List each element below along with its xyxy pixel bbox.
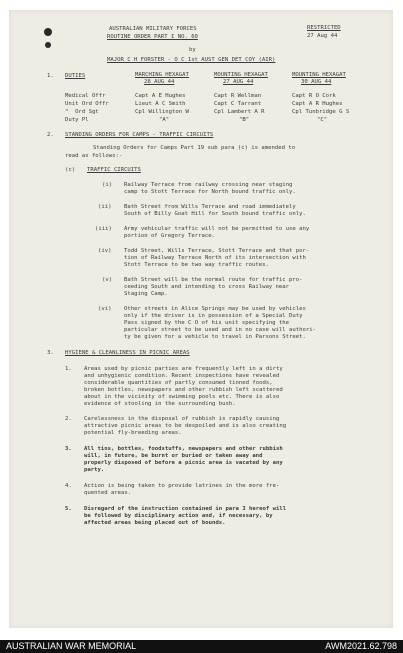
item-number: (i) (102, 182, 113, 188)
item-number: 4. (65, 483, 72, 489)
duty-cell: "A" (159, 117, 170, 123)
item-line: Areas used by picnic parties are frequently left in a dirty (84, 366, 283, 372)
duty-column-date: 28 AUG 44 (144, 79, 175, 85)
sub-para-marker: (c) (65, 167, 76, 173)
paragraph-line: read as follows:- (65, 153, 123, 159)
item-line: Carelessness in the disposal of rubbish is rapidly causing (84, 416, 280, 422)
item-line: Pass signed by the C O of his unit specifying the (124, 320, 290, 326)
item-line: Disregard of the instruction contained in para 3 hereof will (84, 506, 287, 512)
section-number: 2. (47, 132, 54, 138)
order-date: 27 Aug 44 (307, 33, 338, 39)
item-line: Bath Street will be the normal route for traffic pro- (124, 277, 303, 283)
item-line: Army vehicular traffic will not be permitted to use any (124, 226, 310, 232)
item-line: Action is being taken to provide latrines in the more fre- (84, 483, 280, 489)
item-number: (iii) (95, 226, 112, 232)
archive-footer (0, 640, 403, 653)
item-line: South of Billy Goat Hill for South bound traffic only. (124, 211, 306, 217)
item-line: party. (84, 467, 105, 473)
issuer: MAJOR C H FORSTER - O C 1st AUST GEN DET COY (AIR) (107, 57, 276, 63)
duty-cell: Capt C Tarrant (214, 101, 262, 107)
duty-cell: Capt A R Hughes (292, 101, 343, 107)
duty-cell: Cpl Willington W (135, 109, 189, 115)
item-line: only if the driver is in possession of a Special Duty (124, 313, 303, 319)
item-line: particular street to be used and in no case will authori- (124, 327, 316, 333)
item-line: Railway Terrace from railway crossing near staging (124, 182, 293, 188)
item-line: All tins, bottles, foodstuffs, newspapers and other rubbish (84, 446, 283, 452)
item-line: Other streets in Alice Springs may be used by vehicles (124, 306, 306, 312)
duty-column-date: 30 AUG 44 (301, 79, 332, 85)
section-heading: DUTIES (65, 73, 86, 79)
document-page (9, 10, 393, 628)
item-line: properly disposed of before a picnic area is vacated by any (84, 460, 283, 466)
duty-cell: "B" (239, 117, 250, 123)
duty-cell: "C" (317, 117, 328, 123)
item-number: (iv) (98, 248, 112, 254)
section-number: 1. (47, 73, 54, 79)
duty-cell: Capt R O Cork (292, 93, 336, 99)
item-line: tion of Railway Terrace North of its intersection with (124, 255, 306, 261)
item-line: evidence of stooling in the surrounding bush. (84, 401, 236, 407)
paragraph-line: Standing Orders for Camps Part 19 sub para (c) is amended to (93, 145, 296, 151)
item-line: about in the vicinity of swimming pools etc. There is also (84, 394, 280, 400)
item-line: Bath Street from Wills Terrace and road immediately (124, 204, 296, 210)
order-number: ROUTINE ORDER PART I NO. 60 (107, 34, 198, 40)
item-number: 2. (65, 416, 72, 422)
item-line: broken bottles, newspapers and other rubbish left scattered (84, 387, 283, 393)
duty-column-header: MOUNTING HEXAGAT (214, 72, 268, 78)
section-heading: HYGIENE & CLEANLINESS IN PICNIC AREAS (65, 350, 190, 356)
item-line: Staging Camp. (124, 291, 168, 297)
duty-role: Unit Ord Offr (65, 101, 109, 107)
item-line: Todd Street, Wills Terrace, Stott Terrace and that por- (124, 248, 310, 254)
item-line: quented areas. (84, 490, 132, 496)
item-line: affected areas being placed out of bounds. (84, 520, 226, 526)
by-label: by (189, 47, 196, 53)
document-title: AUSTRALIAN MILITARY FORCES (109, 26, 197, 32)
item-line: attractive picnic areas to be despoiled and is also creating (84, 423, 287, 429)
duty-role: " Ord Sgt (65, 109, 99, 115)
classification: RESTRICTED (307, 25, 341, 31)
section-number: 3. (47, 350, 54, 356)
punch-hole (44, 28, 52, 36)
duty-cell: Cpl Tunbridge G S (292, 109, 350, 115)
item-line: camp to Stott Terrace for North bound traffic only. (124, 189, 296, 195)
item-number: (v) (102, 277, 113, 283)
item-line: portion of Gregory Terrace. (124, 233, 215, 239)
item-line: will, in future, be burnt or buried or taken away and (84, 453, 263, 459)
duty-column-header: MARCHING HEXAGAT (135, 72, 189, 78)
sub-para-heading: TRAFFIC CIRCUITS (87, 167, 141, 173)
duty-column-date: 27 AUG 44 (223, 79, 254, 85)
item-line: be followed by disciplinary action and, if necessary, by (84, 513, 273, 519)
duty-cell: Cpl Lambert A R (214, 109, 265, 115)
item-number: 1. (65, 366, 72, 372)
duty-cell: Lieut A C Smith (135, 101, 186, 107)
item-line: Stott Terrace to be two way traffic routes. (124, 262, 269, 268)
duty-role: Medical Offr (65, 93, 106, 99)
item-line: ceeding South and intending to cross Railway near (124, 284, 290, 290)
item-number: 5. (65, 506, 72, 512)
item-number: (ii) (98, 204, 112, 210)
item-line: potential fly-breeding areas. (84, 430, 182, 436)
section-heading: STANDING ORDERS FOR CAMPS - TRAFFIC CIRCUITS (65, 132, 214, 138)
punch-hole (45, 42, 51, 48)
duty-column-header: MOUNTING HEXAGAT (292, 72, 346, 78)
item-line: and unhygienic condition. Recent inspections have revealed (84, 373, 280, 379)
item-line: considerable quantities of partly consumed tinned foods, (84, 380, 273, 386)
duty-role: Duty Pl (65, 117, 89, 123)
item-number: (vi) (98, 306, 112, 312)
duty-cell: Capt R Wellman (214, 93, 262, 99)
footer-institution: AUSTRALIAN WAR MEMORIAL (6, 641, 137, 651)
item-number: 3. (65, 446, 72, 452)
item-line: ty be given for a vehicle to travel in Parsons Street. (124, 334, 306, 340)
footer-accession-number: AWM2021.62.798 (325, 641, 397, 651)
duty-cell: Capt A E Hughes (135, 93, 186, 99)
